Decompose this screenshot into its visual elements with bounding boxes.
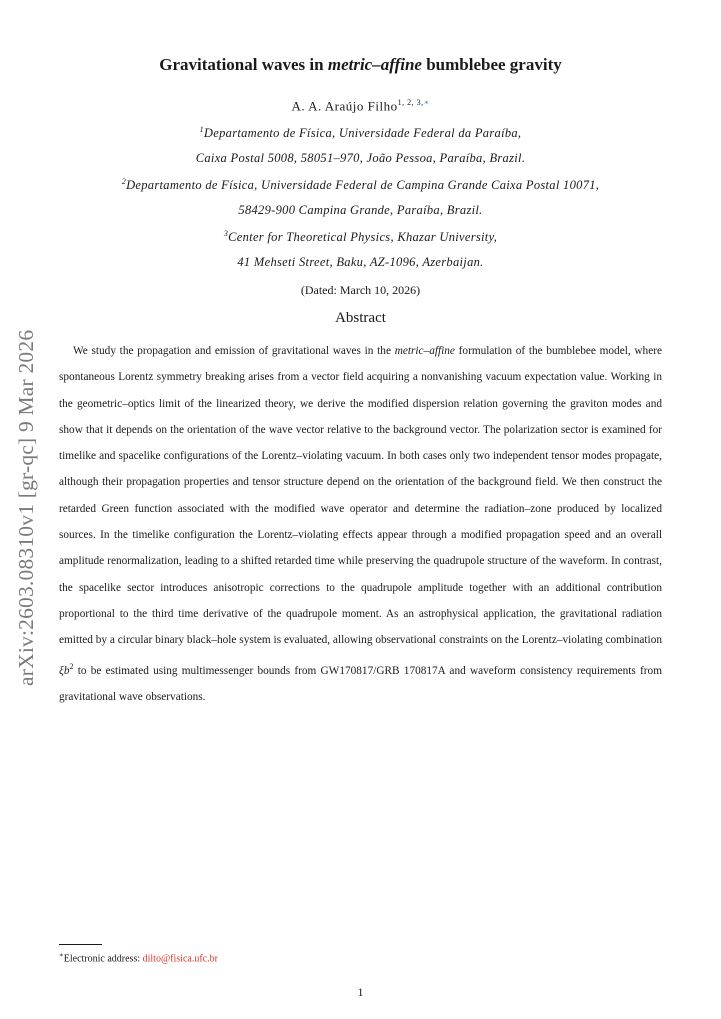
title-part-2: bumblebee gravity xyxy=(421,55,562,74)
title-italic: metric–affine xyxy=(327,55,422,74)
arxiv-identifier: arXiv:2603.08310v1 [gr-qc] 9 Mar 2026 xyxy=(14,329,38,686)
title-part-1: Gravitational waves in xyxy=(159,55,328,74)
footnote xyxy=(59,951,218,964)
affiliation-text: Caixa Postal 5008, 58051–970, João Pessoa, Paraíba, Brazil. xyxy=(195,151,526,165)
affiliation-text: Center for Theoretical Physics, Khazar University, xyxy=(228,230,498,245)
author-name: A. A. Araújo Filho xyxy=(291,98,398,114)
affiliation-line-4 xyxy=(0,203,721,218)
footnote-mark: ∗ xyxy=(59,951,64,959)
affiliation-line-6 xyxy=(0,255,721,270)
abstract-text-2: formulation of the bumblebee model, where spontaneous Lorentz symmetry breaking arises from a vector field acquiring a nonvanishing vacuum expectation value. Working in the geometric–optics limit of the linearized theory, we derive the modified dispersion relation governing the graviton modes and show that it depends on the orientation of the wave vector relative to the background vector. The polarization sector is examined for timelike and spacelike configurations of the Lorentz–violating vacuum. In both cases only two independent tensor modes propagate, although their propagation properties and tensor structure depend on the orientation of the background field. We then construct the retarded Green function associated with the modified wave operator and determine the radiation–zone produced by localized sources. In the timelike configuration the Lorentz–violating effects appear through a modified propagation speed and an overall amplitude renormalization, leading to a shifted retarded time while preserving the quadrupole structure of the waveform. In contrast, the spacelike sector introduces anisotropic corrections to the quadrupole amplitude together with an additional contribution proportional to the third time derivative of the quadrupole moment. As an astrophysical application, the gravitational radiation emitted by a circular binary black–hole system is evaluated, allowing observational constraints on the Lorentz–violating combination xyxy=(59,345,662,647)
affiliation-mark: 2 xyxy=(121,177,127,186)
author-line xyxy=(0,98,721,114)
affiliation-line-2 xyxy=(0,151,721,166)
math-exponent: 2 xyxy=(69,661,74,671)
affiliation-line-5 xyxy=(0,229,721,245)
affiliation-text: 41 Mehseti Street, Baku, AZ-1096, Azerbaijan. xyxy=(237,255,484,269)
affiliation-text: Departamento de Física, Universidade Federal de Campina Grande Caixa Postal 10071, xyxy=(126,178,600,193)
abstract-text-3: to be estimated using multimessenger bounds from GW170817/GRB 170817A and waveform consistency requirements from gravitational wave observations. xyxy=(59,664,662,703)
affiliation-text: Departamento de Física, Universidade Federal da Paraíba, xyxy=(203,126,522,141)
affiliation-mark: 1 xyxy=(199,125,204,134)
affiliation-line-3 xyxy=(0,177,721,193)
affiliation-line-1 xyxy=(0,125,721,141)
email-link[interactable]: dilto@fisica.ufc.br xyxy=(142,953,218,965)
paper-title xyxy=(0,55,721,75)
date-line: (Dated: March 10, 2026) xyxy=(300,283,421,297)
footnote-label: Electronic address: xyxy=(63,953,143,965)
abstract-text-1: We study the propagation and emission of gravitational waves in the xyxy=(73,345,395,357)
abstract-italic-term: metric–affine xyxy=(394,345,455,357)
affiliation-mark: 3 xyxy=(223,229,229,238)
math-symbol: ξb xyxy=(59,664,70,677)
page-number: 1 xyxy=(357,985,364,999)
author-email-mark[interactable]: ∗ xyxy=(423,98,430,107)
affiliation-text: 58429-900 Campina Grande, Paraíba, Brazil. xyxy=(238,203,483,217)
footnote-rule xyxy=(59,944,102,945)
abstract-heading: Abstract xyxy=(335,310,386,326)
author-affiliation-marks: 1, 2, 3, xyxy=(397,98,424,107)
abstract-body xyxy=(59,338,662,710)
